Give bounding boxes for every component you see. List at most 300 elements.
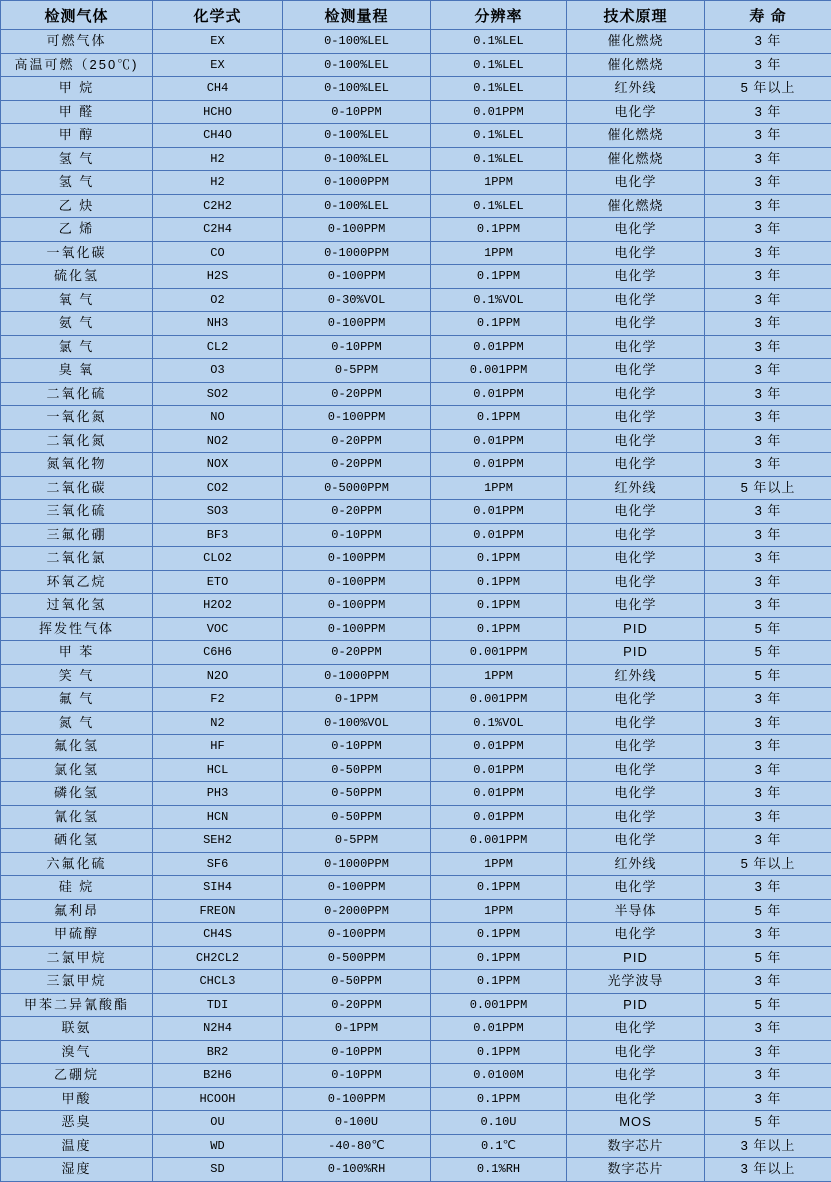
table-row	[1, 406, 831, 430]
table-cell-principle: 数字芯片	[567, 1134, 705, 1158]
table-cell-formula: HF	[153, 735, 283, 759]
table-cell-formula: ETO	[153, 570, 283, 594]
table-cell-name: 氢 气	[1, 171, 153, 195]
table-cell-range: 0-1000PPM	[283, 241, 431, 265]
table-cell-principle: 电化学	[567, 335, 705, 359]
table-cell-range: 0-100PPM	[283, 218, 431, 242]
table-cell-formula: H2S	[153, 265, 283, 289]
table-cell-principle: 电化学	[567, 547, 705, 571]
table-cell-range: 0-5PPM	[283, 359, 431, 383]
table-cell-principle: 电化学	[567, 735, 705, 759]
table-cell-principle: 电化学	[567, 500, 705, 524]
table-cell-principle: 电化学	[567, 265, 705, 289]
table-cell-formula: EX	[153, 30, 283, 54]
table-row	[1, 288, 831, 312]
table-cell-name: 甲硫醇	[1, 923, 153, 947]
table-cell-principle: 数字芯片	[567, 1158, 705, 1182]
table-cell-formula: CH4S	[153, 923, 283, 947]
table-cell-name: 甲苯二异氰酸酯	[1, 993, 153, 1017]
table-row	[1, 970, 831, 994]
table-cell-principle: 电化学	[567, 829, 705, 853]
table-cell-name: 氟化氢	[1, 735, 153, 759]
column-header-resolution: 分辨率	[431, 1, 567, 30]
table-cell-name: 臭 氧	[1, 359, 153, 383]
table-cell-name: 二氧化氮	[1, 429, 153, 453]
table-cell-name: 环氧乙烷	[1, 570, 153, 594]
table-cell-formula: O3	[153, 359, 283, 383]
table-cell-range: 0-30%VOL	[283, 288, 431, 312]
table-cell-resolution: 0.1%RH	[431, 1158, 567, 1182]
table-row	[1, 876, 831, 900]
table-row	[1, 53, 831, 77]
table-cell-name: 三氯甲烷	[1, 970, 153, 994]
table-cell-range: 0-100PPM	[283, 923, 431, 947]
table-cell-range: 0-20PPM	[283, 453, 431, 477]
table-cell-life: 3 年	[705, 688, 831, 712]
table-cell-formula: SIH4	[153, 876, 283, 900]
table-cell-resolution: 0.1%LEL	[431, 53, 567, 77]
table-cell-resolution: 0.1PPM	[431, 1040, 567, 1064]
table-cell-name: 氧 气	[1, 288, 153, 312]
table-row	[1, 335, 831, 359]
table-row	[1, 523, 831, 547]
table-row	[1, 359, 831, 383]
table-cell-formula: CH2CL2	[153, 946, 283, 970]
table-cell-formula: H2	[153, 171, 283, 195]
table-cell-formula: CO	[153, 241, 283, 265]
table-cell-range: 0-100%LEL	[283, 30, 431, 54]
table-cell-range: 0-100%LEL	[283, 124, 431, 148]
table-header-row	[1, 1, 831, 30]
table-cell-name: 恶臭	[1, 1111, 153, 1135]
table-cell-life: 3 年	[705, 805, 831, 829]
table-row	[1, 171, 831, 195]
table-cell-name: 硅 烷	[1, 876, 153, 900]
table-cell-range: 0-100%LEL	[283, 194, 431, 218]
table-cell-range: 0-500PPM	[283, 946, 431, 970]
table-cell-principle: 催化燃烧	[567, 53, 705, 77]
table-cell-range: 0-20PPM	[283, 993, 431, 1017]
table-cell-principle: 电化学	[567, 688, 705, 712]
table-cell-principle: 电化学	[567, 406, 705, 430]
table-cell-name: 笑 气	[1, 664, 153, 688]
table-cell-resolution: 0.1PPM	[431, 570, 567, 594]
table-cell-formula: N2H4	[153, 1017, 283, 1041]
table-row	[1, 711, 831, 735]
table-cell-name: 溴气	[1, 1040, 153, 1064]
table-cell-formula: C2H2	[153, 194, 283, 218]
table-cell-resolution: 0.01PPM	[431, 782, 567, 806]
table-cell-principle: 光学波导	[567, 970, 705, 994]
table-cell-resolution: 0.1PPM	[431, 617, 567, 641]
table-cell-range: 0-50PPM	[283, 970, 431, 994]
table-cell-formula: O2	[153, 288, 283, 312]
table-cell-formula: HCOOH	[153, 1087, 283, 1111]
table-cell-resolution: 0.01PPM	[431, 100, 567, 124]
table-cell-principle: 电化学	[567, 1040, 705, 1064]
table-cell-range: 0-100U	[283, 1111, 431, 1135]
table-cell-name: 可燃气体	[1, 30, 153, 54]
table-cell-life: 3 年	[705, 829, 831, 853]
table-cell-range: 0-50PPM	[283, 805, 431, 829]
table-cell-resolution: 0.1PPM	[431, 946, 567, 970]
table-cell-resolution: 0.1%LEL	[431, 77, 567, 101]
table-cell-name: 氯 气	[1, 335, 153, 359]
table-cell-life: 3 年	[705, 359, 831, 383]
table-cell-life: 3 年	[705, 194, 831, 218]
table-row	[1, 77, 831, 101]
table-cell-life: 3 年	[705, 53, 831, 77]
table-cell-range: 0-100%LEL	[283, 77, 431, 101]
table-cell-range: 0-10PPM	[283, 1064, 431, 1088]
table-cell-life: 3 年	[705, 218, 831, 242]
table-cell-resolution: 0.001PPM	[431, 688, 567, 712]
table-header	[1, 1, 831, 30]
table-row	[1, 30, 831, 54]
table-cell-range: 0-100PPM	[283, 1087, 431, 1111]
table-cell-principle: 电化学	[567, 594, 705, 618]
table-cell-formula: N2	[153, 711, 283, 735]
table-cell-formula: CO2	[153, 476, 283, 500]
table-cell-life: 3 年	[705, 523, 831, 547]
table-row	[1, 100, 831, 124]
table-cell-principle: 电化学	[567, 382, 705, 406]
table-cell-formula: HCN	[153, 805, 283, 829]
table-row	[1, 758, 831, 782]
table-cell-life: 3 年	[705, 30, 831, 54]
table-cell-life: 5 年以上	[705, 476, 831, 500]
table-cell-resolution: 1PPM	[431, 241, 567, 265]
table-cell-formula: WD	[153, 1134, 283, 1158]
table-cell-range: 0-100PPM	[283, 594, 431, 618]
table-cell-resolution: 0.0100M	[431, 1064, 567, 1088]
table-cell-resolution: 0.1PPM	[431, 1087, 567, 1111]
table-cell-name: 甲 醛	[1, 100, 153, 124]
table-cell-resolution: 0.001PPM	[431, 829, 567, 853]
table-cell-formula: CLO2	[153, 547, 283, 571]
table-cell-principle: MOS	[567, 1111, 705, 1135]
table-cell-range: 0-100%RH	[283, 1158, 431, 1182]
table-cell-resolution: 0.01PPM	[431, 523, 567, 547]
table-row	[1, 124, 831, 148]
table-cell-principle: PID	[567, 946, 705, 970]
table-cell-range: 0-1PPM	[283, 688, 431, 712]
table-cell-life: 3 年	[705, 406, 831, 430]
table-row	[1, 594, 831, 618]
table-row	[1, 1040, 831, 1064]
table-cell-formula: SD	[153, 1158, 283, 1182]
table-cell-name: 一氧化碳	[1, 241, 153, 265]
table-cell-life: 3 年	[705, 970, 831, 994]
table-cell-name: 一氧化氮	[1, 406, 153, 430]
table-cell-resolution: 0.001PPM	[431, 641, 567, 665]
table-cell-principle: 电化学	[567, 359, 705, 383]
table-cell-life: 3 年	[705, 171, 831, 195]
table-cell-life: 3 年	[705, 453, 831, 477]
table-cell-resolution: 0.1PPM	[431, 594, 567, 618]
table-cell-range: 0-1000PPM	[283, 664, 431, 688]
table-cell-range: 0-100PPM	[283, 265, 431, 289]
table-cell-principle: 电化学	[567, 288, 705, 312]
table-cell-principle: 电化学	[567, 923, 705, 947]
table-cell-life: 5 年	[705, 617, 831, 641]
table-cell-principle: 红外线	[567, 77, 705, 101]
table-cell-formula: CH4	[153, 77, 283, 101]
table-row	[1, 218, 831, 242]
table-row	[1, 312, 831, 336]
table-cell-name: 挥发性气体	[1, 617, 153, 641]
table-cell-formula: N2O	[153, 664, 283, 688]
table-cell-resolution: 0.1PPM	[431, 923, 567, 947]
table-cell-formula: NH3	[153, 312, 283, 336]
table-cell-formula: EX	[153, 53, 283, 77]
table-cell-name: 甲酸	[1, 1087, 153, 1111]
table-row	[1, 829, 831, 853]
table-cell-life: 3 年	[705, 241, 831, 265]
table-cell-life: 5 年	[705, 641, 831, 665]
table-cell-formula: F2	[153, 688, 283, 712]
table-cell-name: 高温可燃（250℃)	[1, 53, 153, 77]
table-row	[1, 641, 831, 665]
table-row	[1, 923, 831, 947]
table-row	[1, 429, 831, 453]
table-cell-resolution: 1PPM	[431, 899, 567, 923]
table-cell-name: 联氨	[1, 1017, 153, 1041]
table-row	[1, 993, 831, 1017]
table-cell-name: 硒化氢	[1, 829, 153, 853]
table-row	[1, 453, 831, 477]
column-header-lifespan: 寿 命	[705, 1, 831, 30]
table-cell-formula: TDI	[153, 993, 283, 1017]
table-cell-formula: FREON	[153, 899, 283, 923]
table-cell-life: 3 年	[705, 500, 831, 524]
table-cell-resolution: 0.001PPM	[431, 993, 567, 1017]
table-cell-life: 5 年	[705, 1111, 831, 1135]
table-cell-name: 甲 醇	[1, 124, 153, 148]
table-cell-formula: C2H4	[153, 218, 283, 242]
table-cell-principle: 半导体	[567, 899, 705, 923]
table-row	[1, 899, 831, 923]
table-cell-name: 乙 烯	[1, 218, 153, 242]
table-cell-range: 0-2000PPM	[283, 899, 431, 923]
table-cell-life: 3 年	[705, 782, 831, 806]
table-cell-life: 3 年	[705, 382, 831, 406]
table-cell-name: 氢 气	[1, 147, 153, 171]
table-cell-principle: 电化学	[567, 1017, 705, 1041]
table-cell-formula: H2	[153, 147, 283, 171]
table-cell-name: 氮氧化物	[1, 453, 153, 477]
table-cell-resolution: 0.01PPM	[431, 735, 567, 759]
table-cell-life: 3 年	[705, 429, 831, 453]
table-row	[1, 946, 831, 970]
table-cell-name: 湿度	[1, 1158, 153, 1182]
table-row	[1, 1134, 831, 1158]
table-cell-principle: 电化学	[567, 523, 705, 547]
table-cell-range: 0-100PPM	[283, 570, 431, 594]
table-cell-principle: 电化学	[567, 453, 705, 477]
table-row	[1, 382, 831, 406]
table-cell-name: 甲 苯	[1, 641, 153, 665]
table-cell-resolution: 0.1%LEL	[431, 30, 567, 54]
table-cell-principle: 电化学	[567, 711, 705, 735]
table-row	[1, 805, 831, 829]
table-cell-life: 3 年	[705, 594, 831, 618]
table-cell-life: 3 年	[705, 147, 831, 171]
table-cell-formula: HCL	[153, 758, 283, 782]
table-cell-formula: SO3	[153, 500, 283, 524]
table-cell-formula: VOC	[153, 617, 283, 641]
table-cell-life: 5 年	[705, 993, 831, 1017]
table-cell-range: 0-10PPM	[283, 1040, 431, 1064]
table-cell-resolution: 0.1PPM	[431, 265, 567, 289]
table-cell-principle: 催化燃烧	[567, 124, 705, 148]
table-row	[1, 1111, 831, 1135]
table-row	[1, 147, 831, 171]
table-cell-principle: 电化学	[567, 312, 705, 336]
table-cell-formula: SEH2	[153, 829, 283, 853]
table-cell-resolution: 0.01PPM	[431, 758, 567, 782]
table-cell-range: 0-10PPM	[283, 100, 431, 124]
table-cell-principle: 电化学	[567, 218, 705, 242]
table-cell-life: 3 年	[705, 124, 831, 148]
table-cell-resolution: 0.1℃	[431, 1134, 567, 1158]
table-row	[1, 1158, 831, 1182]
table-cell-life: 3 年以上	[705, 1134, 831, 1158]
table-cell-range: 0-100%VOL	[283, 711, 431, 735]
table-cell-range: 0-100%LEL	[283, 53, 431, 77]
table-cell-resolution: 0.01PPM	[431, 1017, 567, 1041]
table-cell-principle: 电化学	[567, 429, 705, 453]
table-cell-principle: 电化学	[567, 570, 705, 594]
table-cell-principle: 电化学	[567, 171, 705, 195]
table-cell-principle: 电化学	[567, 1064, 705, 1088]
table-row	[1, 1017, 831, 1041]
table-cell-range: 0-50PPM	[283, 782, 431, 806]
table-cell-resolution: 0.1%LEL	[431, 147, 567, 171]
table-cell-name: 温度	[1, 1134, 153, 1158]
table-cell-formula: H2O2	[153, 594, 283, 618]
table-cell-range: 0-100PPM	[283, 617, 431, 641]
table-cell-life: 3 年	[705, 288, 831, 312]
table-cell-formula: CL2	[153, 335, 283, 359]
table-cell-formula: SF6	[153, 852, 283, 876]
table-row	[1, 476, 831, 500]
table-cell-life: 3 年	[705, 1087, 831, 1111]
table-cell-range: 0-5PPM	[283, 829, 431, 853]
table-cell-life: 3 年	[705, 711, 831, 735]
table-cell-resolution: 0.1PPM	[431, 547, 567, 571]
table-cell-formula: SO2	[153, 382, 283, 406]
table-cell-principle: 红外线	[567, 852, 705, 876]
table-cell-life: 5 年以上	[705, 852, 831, 876]
table-row	[1, 1064, 831, 1088]
table-cell-life: 3 年	[705, 758, 831, 782]
table-row	[1, 664, 831, 688]
table-cell-resolution: 0.1PPM	[431, 876, 567, 900]
table-cell-resolution: 0.1%LEL	[431, 194, 567, 218]
table-cell-resolution: 1PPM	[431, 476, 567, 500]
table-cell-formula: BR2	[153, 1040, 283, 1064]
table-cell-range: 0-20PPM	[283, 641, 431, 665]
table-cell-resolution: 1PPM	[431, 852, 567, 876]
table-cell-life: 3 年	[705, 312, 831, 336]
table-cell-life: 3 年	[705, 876, 831, 900]
table-cell-formula: B2H6	[153, 1064, 283, 1088]
table-cell-life: 3 年	[705, 547, 831, 571]
table-cell-name: 二氧化硫	[1, 382, 153, 406]
table-cell-range: 0-100PPM	[283, 312, 431, 336]
table-cell-resolution: 0.01PPM	[431, 429, 567, 453]
table-cell-resolution: 0.1%VOL	[431, 288, 567, 312]
table-cell-life: 3 年	[705, 100, 831, 124]
table-cell-principle: 催化燃烧	[567, 194, 705, 218]
table-row	[1, 265, 831, 289]
table-cell-life: 5 年以上	[705, 77, 831, 101]
table-row	[1, 1087, 831, 1111]
table-row	[1, 688, 831, 712]
table-cell-formula: OU	[153, 1111, 283, 1135]
table-cell-resolution: 0.1PPM	[431, 312, 567, 336]
table-cell-name: 二氧化碳	[1, 476, 153, 500]
table-cell-principle: 红外线	[567, 664, 705, 688]
table-cell-name: 二氧化氯	[1, 547, 153, 571]
table-cell-principle: PID	[567, 617, 705, 641]
table-cell-life: 3 年	[705, 570, 831, 594]
table-row	[1, 500, 831, 524]
table-cell-principle: PID	[567, 641, 705, 665]
table-cell-range: 0-10PPM	[283, 335, 431, 359]
table-cell-principle: 电化学	[567, 876, 705, 900]
table-cell-range: 0-50PPM	[283, 758, 431, 782]
table-cell-name: 三氟化硼	[1, 523, 153, 547]
table-cell-resolution: 0.01PPM	[431, 453, 567, 477]
table-cell-name: 氨 气	[1, 312, 153, 336]
table-cell-name: 三氧化硫	[1, 500, 153, 524]
table-cell-life: 3 年	[705, 1040, 831, 1064]
table-cell-life: 3 年	[705, 923, 831, 947]
table-cell-resolution: 1PPM	[431, 171, 567, 195]
table-cell-range: 0-1PPM	[283, 1017, 431, 1041]
table-cell-resolution: 0.10U	[431, 1111, 567, 1135]
table-cell-name: 氯化氢	[1, 758, 153, 782]
table-cell-range: 0-10PPM	[283, 735, 431, 759]
table-cell-principle: 电化学	[567, 758, 705, 782]
table-cell-formula: PH3	[153, 782, 283, 806]
table-cell-resolution: 0.001PPM	[431, 359, 567, 383]
table-cell-range: 0-5000PPM	[283, 476, 431, 500]
table-cell-formula: CH4O	[153, 124, 283, 148]
table-cell-name: 氟 气	[1, 688, 153, 712]
table-cell-resolution: 0.01PPM	[431, 500, 567, 524]
table-cell-resolution: 0.1PPM	[431, 406, 567, 430]
table-cell-name: 六氟化硫	[1, 852, 153, 876]
table-cell-range: 0-100PPM	[283, 547, 431, 571]
table-cell-range: 0-10PPM	[283, 523, 431, 547]
table-cell-range: 0-100PPM	[283, 876, 431, 900]
table-cell-resolution: 0.01PPM	[431, 382, 567, 406]
table-cell-range: 0-100PPM	[283, 406, 431, 430]
table-cell-principle: 电化学	[567, 805, 705, 829]
table-cell-principle: PID	[567, 993, 705, 1017]
table-cell-life: 3 年	[705, 335, 831, 359]
table-cell-resolution: 1PPM	[431, 664, 567, 688]
table-cell-formula: CHCL3	[153, 970, 283, 994]
table-body	[1, 30, 831, 1182]
table-cell-name: 乙 炔	[1, 194, 153, 218]
table-cell-name: 硫化氢	[1, 265, 153, 289]
table-row	[1, 547, 831, 571]
table-cell-name: 过氧化氢	[1, 594, 153, 618]
